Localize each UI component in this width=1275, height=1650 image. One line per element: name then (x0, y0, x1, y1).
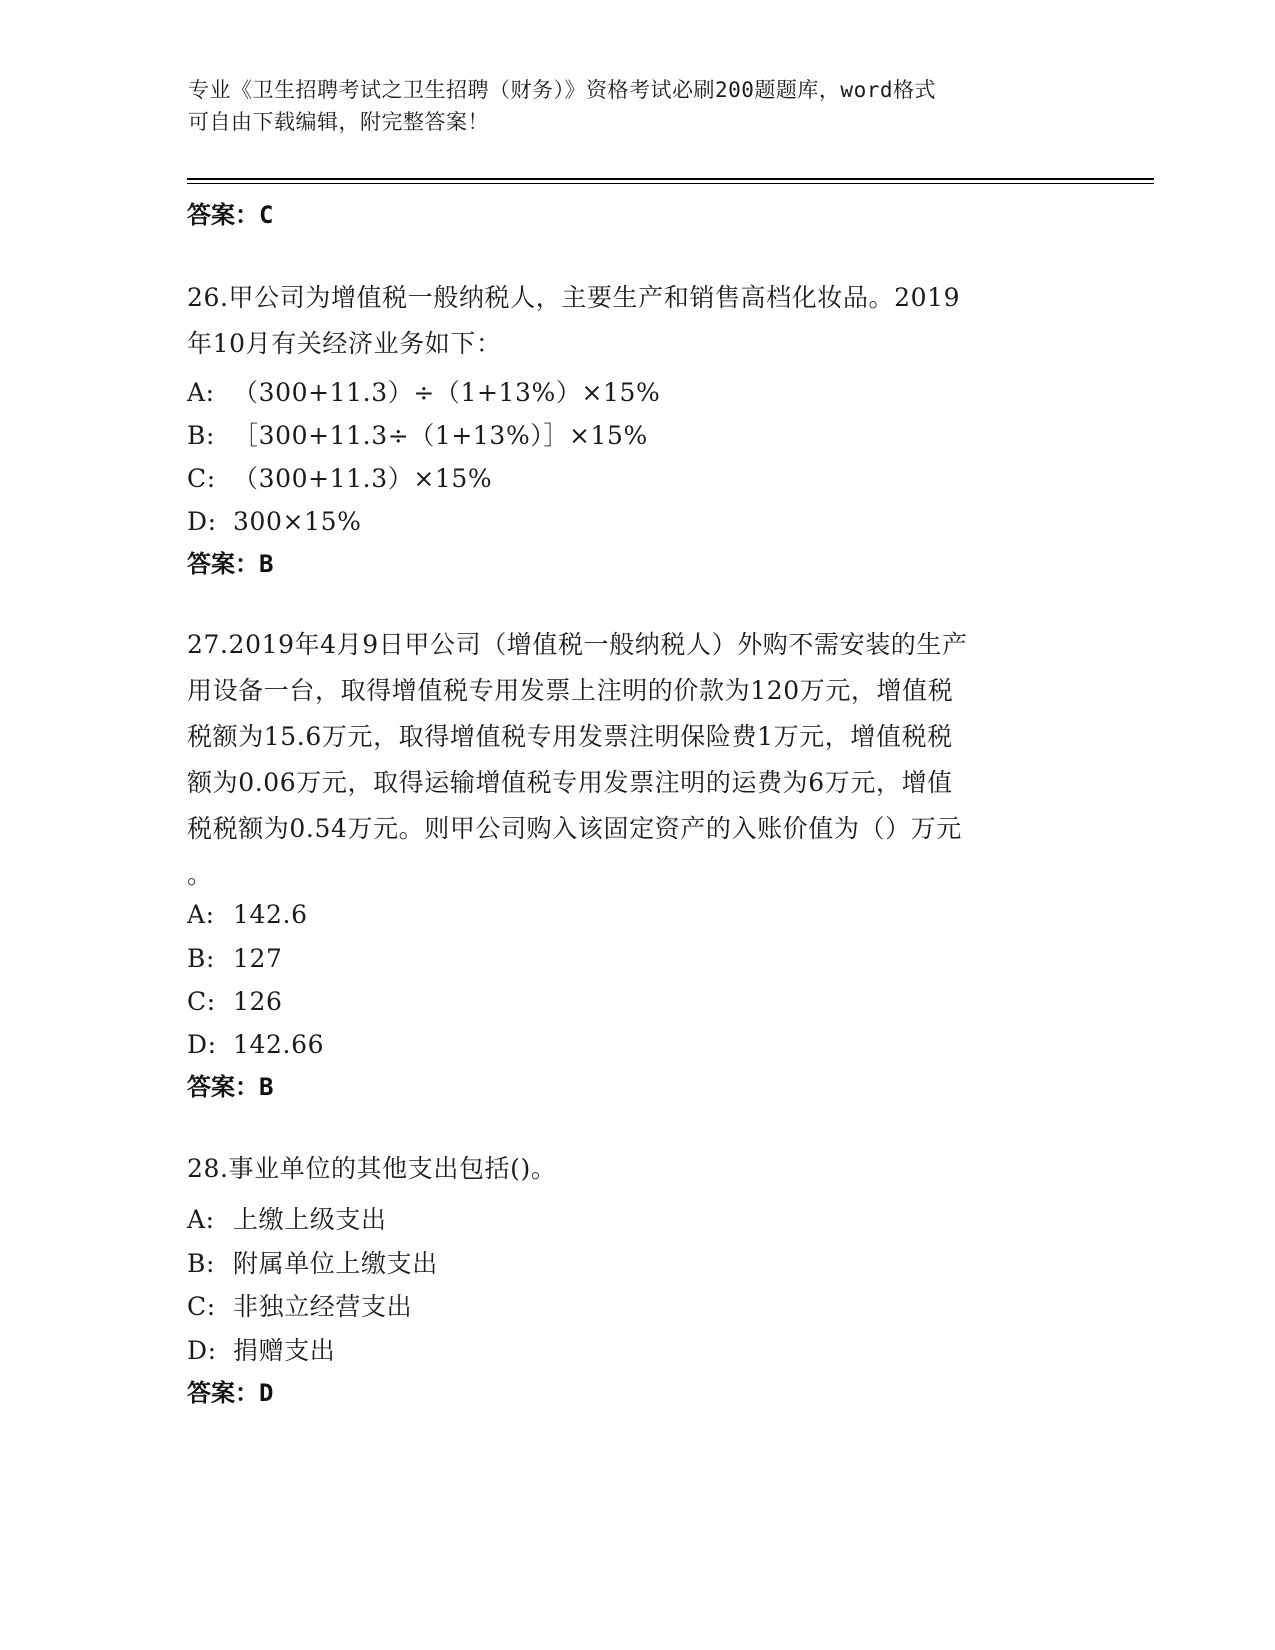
option-text: ［300+11.3÷（1+13%）］×15% (233, 421, 648, 450)
option-a (187, 1205, 387, 1235)
question-line: 额为0.06万元，取得运输增值税专用发票注明的运费为6万元，增值 (187, 768, 953, 797)
question-line: 28.事业单位的其他支出包括()。 (187, 1154, 557, 1183)
question-line: 税税额为0.54万元。则甲公司购入该固定资产的入账价值为（）万元 (187, 814, 962, 843)
option-text: （300+11.3）÷（1+13%）×15% (233, 378, 661, 407)
question-line: 年10月有关经济业务如下： (187, 329, 502, 358)
option-text: 126 (233, 987, 283, 1016)
question-line: 26.甲公司为增值税一般纳税人，主要生产和销售高档化妆品。2019 (187, 283, 961, 312)
header-line-1: 专业《卫生招聘考试之卫生招聘（财务）》资格考试必刷200题题库，word格式 (188, 78, 936, 102)
option-text: 上缴上级支出 (233, 1205, 387, 1234)
option-a (187, 900, 308, 930)
answer-prev: 答案：C (187, 201, 274, 229)
option-text: 142.6 (233, 900, 308, 929)
header-rule-thin (187, 183, 1154, 184)
option-c (187, 987, 283, 1017)
option-text: 捐赠支出 (233, 1336, 336, 1365)
question-28-text (187, 1146, 1087, 1192)
option-label: C: (187, 1292, 216, 1321)
option-text: 附属单位上缴支出 (233, 1249, 438, 1278)
question-line: 税额为15.6万元，取得增值税专用发票注明保险费1万元，增值税税 (187, 722, 953, 751)
question-line: 用设备一台，取得增值税专用发票上注明的价款为120万元，增值税 (187, 676, 954, 705)
option-label: B: (187, 421, 215, 450)
option-text: 127 (233, 944, 283, 973)
option-b (187, 1249, 438, 1279)
option-d (187, 1336, 335, 1366)
option-label: B: (187, 944, 215, 973)
question-line: 。 (187, 860, 213, 889)
option-c (187, 464, 492, 494)
question-26-text (187, 275, 1087, 367)
option-label: A: (187, 900, 215, 929)
option-label: A: (187, 378, 215, 407)
option-label: A: (187, 1205, 215, 1234)
question-line: 27.2019年4月9日甲公司（增值税一般纳税人）外购不需安装的生产 (187, 630, 968, 659)
answer-26: 答案：B (187, 550, 274, 578)
option-c (187, 1292, 412, 1322)
option-label: C: (187, 987, 216, 1016)
header-rule-thick (187, 178, 1154, 180)
document-header (188, 74, 1088, 138)
question-27-text (187, 622, 1087, 898)
answer-27: 答案：B (187, 1073, 274, 1101)
option-text: 300×15% (233, 507, 362, 536)
option-b (187, 421, 648, 451)
option-d (187, 507, 361, 537)
option-label: D: (187, 507, 217, 536)
header-line-2: 可自由下载编辑，附完整答案！ (188, 110, 489, 134)
option-b (187, 944, 283, 974)
option-label: D: (187, 1336, 217, 1365)
option-text: （300+11.3）×15% (233, 464, 493, 493)
option-label: D: (187, 1030, 217, 1059)
option-text: 142.66 (233, 1030, 325, 1059)
option-d (187, 1030, 324, 1060)
answer-28: 答案：D (187, 1379, 274, 1407)
option-label: B: (187, 1249, 215, 1278)
option-a (187, 378, 660, 408)
option-label: C: (187, 464, 216, 493)
option-text: 非独立经营支出 (233, 1292, 413, 1321)
